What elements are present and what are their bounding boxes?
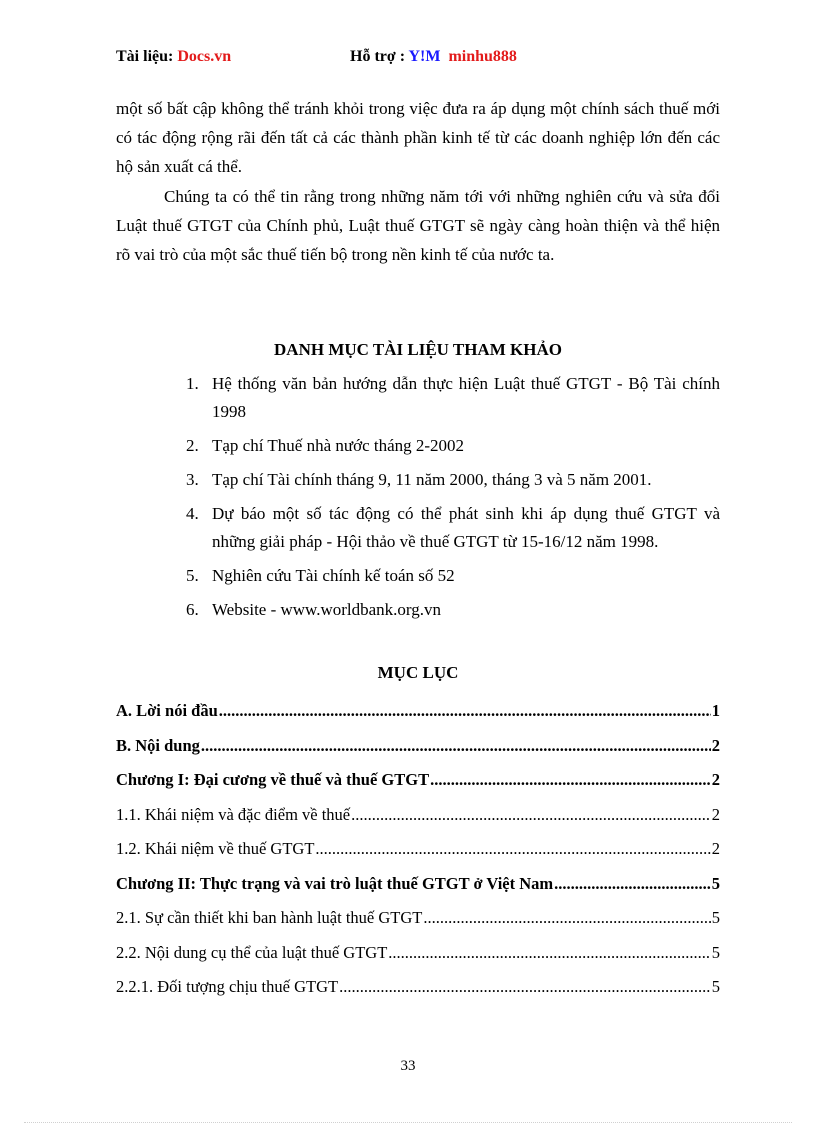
toc-entry[interactable]: 1.1. Khái niệm và đặc điểm về thuế ..... 2 xyxy=(116,798,720,833)
leader-dots xyxy=(388,936,710,971)
table-of-contents xyxy=(116,694,720,1005)
leader-dots xyxy=(423,901,710,936)
reference-item: 1. Hệ thống văn bản hướng dẫn thực hiện Luật thuế GTGT - Bộ Tài chính 1998 xyxy=(186,374,720,421)
paragraph-1: một số bất cập không thể tránh khỏi trong việc đưa ra áp dụng một chính sách thuế mới có tác động rộng rãi đến tất cả các thành phần kinh tế từ các doanh nghiệp lớn đến các hộ sản xuất cá thể. xyxy=(116,99,720,176)
paragraph-2: Chúng ta có thể tin rằng trong những năm tới với những nghiên cứu và sửa đổi Luật thuế GTGT của Chính phủ, Luật thuế GTGT sẽ ngày càng hoàn thiện và thể hiện rõ vai trò của một sắc thuế tiến bộ trong nền kinh tế của nước ta. xyxy=(116,187,720,264)
reference-item: 6. Website - www.worldbank.org.vn xyxy=(186,600,442,619)
leader-dots xyxy=(201,729,711,764)
references-list xyxy=(186,370,720,630)
support-label: Hỗ trợ xyxy=(350,48,396,65)
leader-dots xyxy=(219,694,711,729)
page-header xyxy=(116,48,720,72)
toc-entry[interactable]: 2.2.1. Đối tượng chịu thuế GTGT ..... 5 xyxy=(116,970,720,1005)
support-ym: Y!M xyxy=(408,48,441,65)
doc-site-link[interactable]: Docs.vn xyxy=(177,48,232,65)
leader-dots xyxy=(339,970,711,1005)
reference-item: 4. Dự báo một số tác động có thể phát sinh khi áp dụng thuế GTGT và những giải pháp - Hội thảo về thuế GTGT từ 15-16/12 năm 1998. xyxy=(186,504,720,551)
reference-item: 5. Nghiên cứu Tài chính kế toán số 52 xyxy=(186,566,455,585)
leader-dots xyxy=(430,763,711,798)
website-link[interactable]: Website - www.worldbank.org.vn xyxy=(212,600,442,619)
toc-entry[interactable]: 1.2. Khái niệm về thuế GTGT ..... 2 xyxy=(116,832,720,867)
leader-dots xyxy=(351,798,711,833)
toc-entry[interactable]: Chương II: Thực trạng và vai trò luật thuế GTGT ở Việt Nam ..... 5 xyxy=(116,867,720,902)
toc-entry[interactable]: 2.2. Nội dung cụ thể của luật thuế GTGT ..... 5 xyxy=(116,936,720,971)
doc-source: Tài liệu: Docs.vn xyxy=(116,48,232,65)
page-number: 33 xyxy=(400,1058,416,1074)
leader-dots xyxy=(315,832,710,867)
leader-dots xyxy=(554,867,711,902)
reference-item: 3. Tạp chí Tài chính tháng 9, 11 năm 2000, tháng 3 và 5 năm 2001. xyxy=(186,470,652,489)
toc-title: MỤC LỤC xyxy=(377,663,459,682)
support-nick: minhu888 xyxy=(448,48,517,65)
reference-item: 2. Tạp chí Thuế nhà nước tháng 2-2002 xyxy=(186,436,465,455)
toc-entry[interactable]: 2.1. Sự cần thiết khi ban hành luật thuế GTGT ..... 5 xyxy=(116,901,720,936)
toc-entry[interactable]: B. Nội dung ..... 2 xyxy=(116,729,720,764)
references-title: DANH MỤC TÀI LIỆU THAM KHẢO xyxy=(274,340,562,359)
doc-label: Tài liệu xyxy=(116,48,169,65)
toc-entry[interactable]: A. Lời nói đầu ..... 1 xyxy=(116,694,720,729)
toc-entry[interactable]: Chương I: Đại cương về thuế và thuế GTGT ..... 2 xyxy=(116,763,720,798)
support-info: Hỗ trợ : Y!M minhu888 xyxy=(350,48,517,65)
